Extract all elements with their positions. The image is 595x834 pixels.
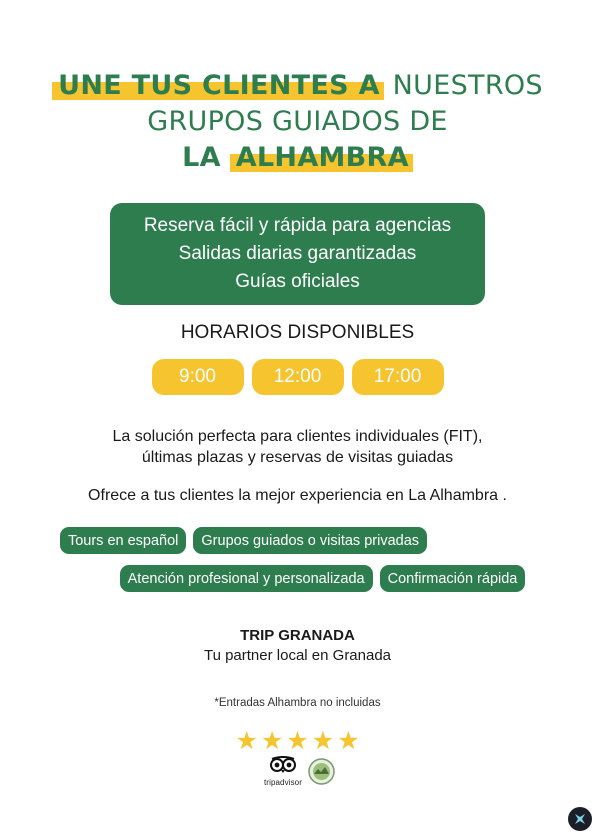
- rating-stars: [0, 728, 595, 754]
- tag-row-1: [0, 527, 541, 554]
- star-icon: ★: [311, 727, 335, 755]
- owl-icon: [270, 756, 296, 773]
- star-icon: ★: [235, 727, 258, 755]
- headline-line-3: [0, 140, 595, 176]
- tag-confirmacion-rapida: Confirmación rápida: [380, 565, 526, 592]
- headline-line-2: GRUPOS GUIADOS DE: [147, 106, 448, 137]
- brand-tagline: Tu partner local en Granada: [203, 647, 392, 664]
- award-badge-icon: [308, 758, 335, 785]
- headline-text-1: NUESTROS: [383, 70, 543, 101]
- headline-line-1: [0, 68, 595, 104]
- tag-grupos-guiados: Grupos guiados o visitas privadas: [193, 527, 427, 554]
- partner-logos: [254, 756, 344, 792]
- tripadvisor-logo: [260, 756, 306, 787]
- headline-text-3: LA: [182, 142, 221, 173]
- time-pill-9: 9:00: [152, 359, 244, 395]
- brand-block: [0, 626, 595, 666]
- tag-row-2: [25, 565, 595, 592]
- feature-item: Guías oficiales: [235, 271, 360, 292]
- time-pill-12: 12:00: [252, 359, 344, 395]
- brand-name: TRIP GRANADA: [240, 627, 355, 644]
- tag-tours-espanol: Tours en español: [60, 527, 186, 554]
- corner-app-icon: [568, 807, 592, 831]
- description-line-1: La solución perfecta para clientes individuales (FIT),: [112, 428, 483, 445]
- star-icon: ★: [337, 727, 360, 755]
- star-icon: ★: [286, 727, 309, 755]
- tripadvisor-text: tripadvisor: [263, 778, 302, 787]
- headline: [0, 68, 595, 176]
- headline-highlight-3: ALHAMBRA: [230, 142, 413, 173]
- headline-highlight-1: UNE TUS CLIENTES A: [52, 70, 384, 101]
- offer-text: Ofrece a tus clientes la mejor experiencia en La Alhambra .: [88, 487, 507, 504]
- time-pill-17: 17:00: [352, 359, 444, 395]
- tag-atencion-profesional: Atención profesional y personalizada: [120, 565, 373, 592]
- features-box: [110, 203, 485, 305]
- star-icon: ★: [260, 727, 284, 755]
- schedule-title: HORARIOS DISPONIBLES: [180, 322, 415, 343]
- feature-item: Salidas diarias garantizadas: [178, 243, 417, 264]
- description-line-2: últimas plazas y reservas de visitas guiadas: [141, 449, 454, 466]
- feature-item: Reserva fácil y rápida para agencias: [143, 215, 452, 236]
- description: [0, 426, 595, 468]
- schedule-times: [0, 359, 595, 395]
- disclaimer-note: *Entradas Alhambra no incluidas: [214, 697, 381, 709]
